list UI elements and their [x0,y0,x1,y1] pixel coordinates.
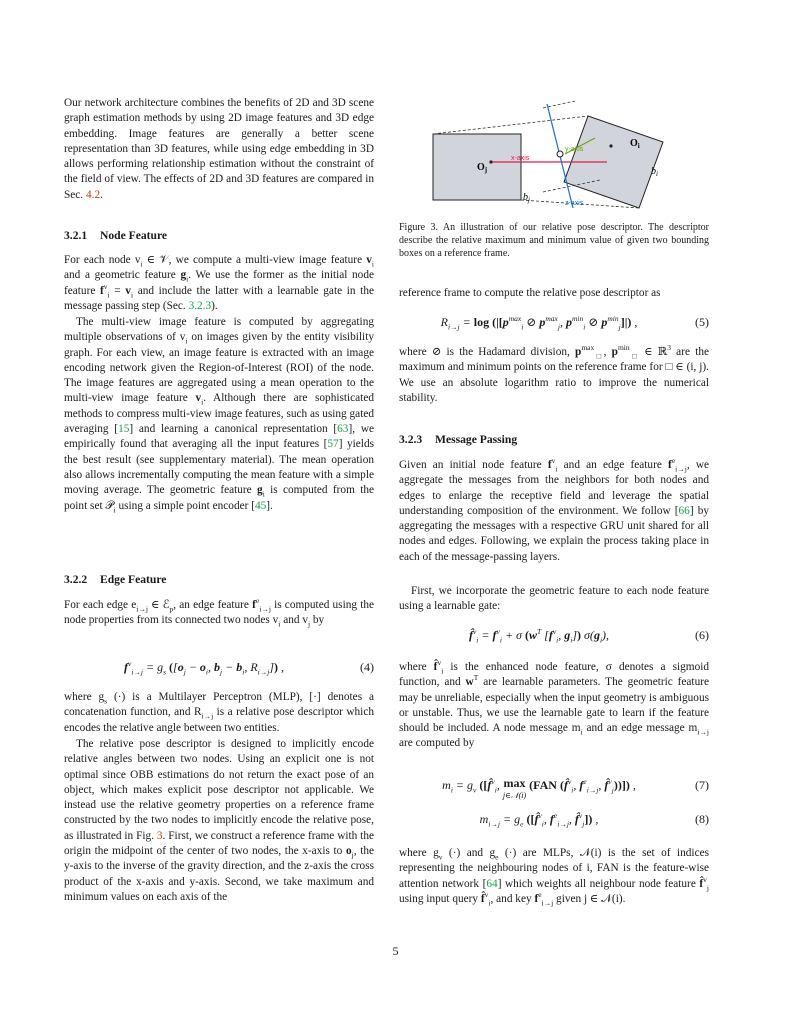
label-y-axis: y-axis [565,146,584,153]
citation-45[interactable]: 45 [254,499,267,512]
equation-8-number: (8) [695,812,709,826]
equation-6: f̂$^v_i$ = $f^v_i + \sigma$ ($w^T$ [$f^v_i$, $g_i$]) $\sigma(g_i)$, (6) [468,627,709,645]
mlp-definitions-paragraph: where $g_v$ (·) and $g_e$ (·) are MLPs, 𝒩(i) is the set of indices representing the neighbouring nodes of i, FAN is the feature-wise attention network [64] which weights all neighbour node feature f̂$^v_j$ using input query f̂$^v_i$, and key $f^e_{i\to j}$ given j ∈ 𝒩(i). [399,847,709,908]
equation-8: $m_{i\to j} = g_e$ ([f̂$^v_i$, $f^e_{i\to j}$, f̂$^v_j$]) , (8) [479,811,709,829]
citation-66[interactable]: 66 [678,504,690,517]
equation-7: $m_i = g_v$ ([f̂$^v_i$, max j∈𝒩(i) (FAN (f̂$^v_i$, $f^e_{i\to j}$, f̂$^v_j$))]) , (7) [442,776,709,800]
reference-frame-paragraph: reference frame to compute the relative pose descriptor as [399,287,661,299]
hadamard-paragraph: where ⊘ is the Hadamard division, $p^{max}_□$, $p^{min}_□$ ∈ ℝ$^3$ are the maximum and minimum points on the reference frame for □ ∈ (i, j). We use an absolute logarithm ratio to improve the numerical stability. [399,343,710,404]
label-z-axis: z-axis [565,200,584,207]
fig-3-link[interactable]: 3 [156,829,163,842]
intro-paragraph: Our network architecture combines the benefits of 2D and 3D scene graph estimation methods by using 2D image features and 3D edge embedding. Image features are generally a better scene representation than 3D features, while using edge embedding in 3D allows performing relationship estimation without the constraint of the field of view. The effects of 2D and 3D features are compared in Sec. 4.2. [64,97,374,201]
sec-4-2-link[interactable]: 4.2 [85,188,101,201]
equation-5: $R_{i\to j} = \log (|[p^{max}_i$ ⊘ $p^{max}_j$, $p^{min}_i$ ⊘ $p^{min}_j]|$) , (5) [440,314,709,332]
equation-4: $f^v_{i\to j} = g_s$ ([$o_j - o_i$, $b_j - b_i$, $R_{i\to j}$]) , (4) [124,659,374,677]
enhanced-feature-paragraph: where f̂$^v_i$ is the enhanced node feature, σ denotes a sigmoid function, and $w^T$ are learnable parameters. The geometric feature may be unreliable, especially when the input geometry is ambiguous or unstable. Thus, we use the learnable gate to learn if the feature should be included. A node message $m_i$ and an edge message $m_{i\to j}$ are computed by [399,658,710,750]
pose-descriptor-paragraph: The relative pose descriptor is designed to implicitly encode relative angles between two nodes. Using an explicit one is not optimal since OBB estimations do not return the exact pose of an object, which makes explicit pose descriptor not applicable. We instead use the relative geometry properties on a reference frame constructed by the two nodes to implicitly encode the relative pose, as illustrated in Fig. 3. First, we construct a reference frame with the origin the midpoint of the center of two nodes, the x-axis to $o_j$, the y-axis to the inverse of the gravity direction, and the z-axis the cross product of the x-axis and y-axis. Second, we take maximum and minimum values on each axis of the [64,738,374,903]
section-3-2-3-heading: 3.2.3 Message Passing [399,433,518,446]
center-oj-point [489,160,492,163]
multiview-feature-paragraph: The multi-view image feature is computed by aggregating multiple observations of $v_i$ on images given by the entity visibility graph. For each view, an image feature is extracted with an image encoding network given the Region-of-Interest (ROI) of the node. The image features are aggregated using a mean operation to the multi-view image feature $v_i$. Although there are sophisticated methods to compress multi-view image features, such as using gated averaging [15] and learning a canonical representation [63], we empirically found that averaging all the input features [57] yields the best result (see supplementary material). The mean operation also allows incrementally computing the mean feature with a simple moving average. The geometric feature $g_i$ is computed from the point set 𝒫$_i$ using a simple point encoder [45]. [64,316,374,514]
edge-feature-paragraph: For each edge $e_{i\to j}$ ∈ ℰ$_p$, an edge feature $f^e_{i\to j}$ is computed using the node properties from its connected two nodes $v_i$ and $v_j$ by [64,596,374,629]
label-bi: $b_i$ [651,166,658,178]
page-number: 5 [392,944,399,958]
citation-57[interactable]: 57 [327,438,339,451]
relative-pose-figure [425,96,675,211]
section-3-2-1-heading: 3.2.1 Node Feature [64,229,168,242]
equation-7-number: (7) [695,778,709,792]
equation-5-number: (5) [695,315,709,329]
label-bj: $b_j$ [523,192,530,204]
citation-15[interactable]: 15 [118,423,130,436]
section-3-2-2-heading: 3.2.2 Edge Feature [64,573,167,586]
citation-64[interactable]: 64 [486,877,498,890]
equation-4-number: (4) [360,660,374,674]
sec-3-2-3-link[interactable]: 3.2.3 [188,299,212,312]
label-x-axis: x-axis [511,155,530,162]
message-passing-paragraph: Given an initial node feature $f^v_i$ and an edge feature $f^e_{i\to j}$, we aggregate the messages from the neighbors for both nodes and edges to enlarge the receptive field and leverage the spatial understanding composition of the environment. We follow [66] by aggregating the messages with a respective GRU unit shared for all nodes and edges. Following, we explain the process taking place in each of the message-passing layers. [399,456,710,563]
label-oi: $O_i$ [630,138,640,150]
reference-origin [557,151,563,157]
node-feature-paragraph: For each node $v_i$ ∈ 𝒱, we compute a multi-view image feature $v_i$ and a geometric feature $g_i$. We use the former as the initial node feature $f^v_i = v_i$ and include the latter with a learnable gate in the message passing step (Sec. 3.2.3). [64,254,374,312]
label-oj: $O_j$ [477,162,488,174]
equation-6-number: (6) [695,628,709,642]
figure-3-caption: Figure 3. An illustration of our relative pose descriptor. The descriptor describe the relative maximum and minimum value of given two bounding boxes on a reference frame. [399,222,709,259]
geometric-gate-paragraph: First, we incorporate the geometric feature to each node feature using a learnable gate: [399,585,709,613]
mlp-paragraph: where $g_s$ (·) is a Multilayer Perceptron (MLP), [·] denotes a concatenation function, and $R_{i\to j}$ is a relative pose descriptor which encodes the relative angle between two entities. [64,691,374,734]
center-oi-point [609,144,612,147]
citation-63[interactable]: 63 [337,423,349,436]
